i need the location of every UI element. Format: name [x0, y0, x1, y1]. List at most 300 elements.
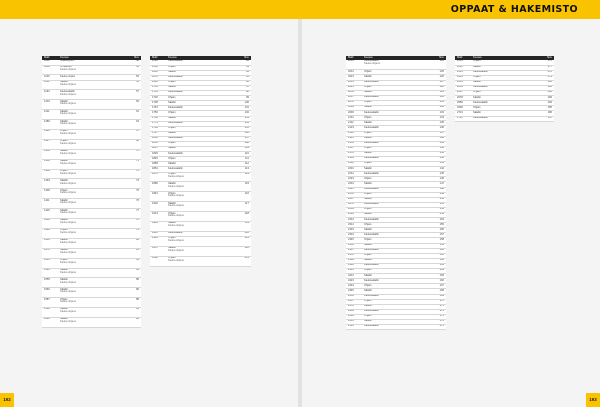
page-reference: 89 — [126, 308, 141, 318]
description-text: Säädin — [60, 248, 69, 252]
index-table-2 — [150, 56, 251, 267]
model-number: 2001 — [346, 60, 362, 70]
page-reference: 152 — [431, 207, 446, 212]
model-number: 2423 — [346, 279, 362, 284]
page-reference: 102 — [236, 111, 251, 116]
page-reference: 64 — [126, 120, 141, 130]
model-number: 2667 — [455, 91, 471, 96]
description-text: Säädin — [364, 136, 373, 139]
model-number: 2134 — [346, 131, 362, 136]
description-text: Ohjain — [168, 172, 176, 175]
description-text: Ohjain — [473, 75, 481, 79]
model-number: 1380 — [42, 169, 58, 179]
description-subtext: Kauko-ohjaus — [60, 181, 76, 185]
page-reference: 93 — [236, 65, 251, 70]
page-reference: 172 — [431, 309, 446, 314]
description-subtext: Kauko-ohjaus — [60, 191, 76, 195]
description-text: Ohjain — [364, 283, 372, 287]
model-number: 2312 — [346, 223, 362, 228]
description-text: Säädin — [473, 110, 482, 114]
page-reference: 78 — [126, 219, 141, 229]
description-text: Kaukosäädin — [364, 202, 379, 206]
description-text: Kaukosäädin — [168, 151, 183, 155]
description-text: Kaukosäädin — [364, 171, 379, 175]
page-reference: 70 — [126, 149, 141, 159]
page-reference: 129 — [431, 90, 446, 95]
description-subtext: Kauko-ohjaus — [60, 92, 76, 96]
description-subtext: Kauko-ohjaus — [60, 161, 76, 165]
description-text: Ohjain — [168, 80, 176, 84]
model-number: 1121 — [42, 80, 58, 90]
table-row — [42, 90, 141, 100]
model-number: 1902 — [150, 202, 166, 212]
description-subtext: Kauko-ohjaus — [60, 300, 76, 304]
page-reference: 184 — [539, 101, 554, 106]
description-subtext: Kauko-ohjaus — [168, 214, 184, 218]
page-reference: 179 — [539, 75, 554, 80]
description-cell — [58, 149, 126, 159]
page-reference: 61 — [126, 110, 141, 120]
description-text: Ohjain — [168, 236, 176, 240]
model-number: 1280 — [42, 120, 58, 130]
page-reference: 135 — [431, 121, 446, 126]
description-text: Kaukosäädin — [364, 187, 379, 190]
description-text: Ohjain — [364, 115, 372, 119]
description-text: Säädin — [364, 273, 373, 277]
model-number: 2012 — [346, 70, 362, 75]
description-text: Säädin — [364, 304, 373, 308]
model-number: 1411 — [42, 199, 58, 209]
description-cell — [166, 246, 236, 256]
model-number: 1726 — [150, 96, 166, 101]
table-row — [42, 169, 141, 179]
page-reference: 134 — [431, 116, 446, 121]
description-text: Kaukosäädin — [364, 125, 379, 129]
description-text: Säädin — [473, 95, 482, 99]
description-text: Kaukosäädin — [364, 141, 379, 145]
model-number: 2201 — [346, 167, 362, 172]
page-reference: 185 — [539, 106, 554, 111]
description-cell — [58, 90, 126, 100]
model-number: 2023 — [346, 75, 362, 80]
page-reference: 83 — [126, 258, 141, 268]
model-number: 1599 — [42, 308, 58, 318]
description-subtext: Kauko-ohjaus — [60, 171, 76, 175]
description-text: Kaukosäädin — [473, 116, 488, 119]
model-number: 1784 — [150, 126, 166, 131]
model-number: 1690 — [150, 80, 166, 85]
page-reference: 74 — [126, 179, 141, 189]
table-row — [42, 248, 141, 258]
table-row — [42, 317, 141, 327]
model-number: 2045 — [346, 85, 362, 90]
page-reference: 92 — [236, 60, 251, 65]
page-reference: 159 — [431, 243, 446, 248]
model-number: 1714 — [150, 91, 166, 96]
table-row — [346, 60, 446, 70]
model-number: 2390 — [346, 263, 362, 268]
page-reference: 52 — [126, 65, 141, 75]
description-text: Kaukosäädin — [60, 89, 75, 93]
column-header-page: Sivu — [539, 56, 554, 60]
description-text: Säädin — [60, 317, 69, 321]
description-subtext: Kauko-ohjaus — [168, 249, 184, 252]
description-text: Säädin — [60, 307, 69, 311]
description-text: Ohjain — [364, 314, 372, 318]
description-text: Kaukosäädin — [168, 90, 183, 94]
table-row — [150, 202, 251, 212]
table-row — [346, 325, 446, 330]
page-reference: 168 — [431, 289, 446, 294]
description-text: Ohjain — [168, 141, 176, 145]
description-text: Säädin — [364, 288, 373, 292]
model-number: 2356 — [346, 243, 362, 248]
model-number: 2712 — [455, 116, 471, 121]
page-reference: 171 — [431, 304, 446, 309]
description-subtext: Kauko-ohjaus — [60, 231, 76, 235]
description-text: Kaukosäädin — [168, 231, 183, 235]
model-number: 2378 — [346, 253, 362, 258]
model-number: 1042 — [42, 60, 58, 65]
description-cell — [58, 120, 126, 130]
description-text: Säädin — [364, 243, 373, 246]
page-reference: 162 — [431, 258, 446, 263]
model-number: 2089 — [346, 106, 362, 111]
description-text: Ohjain — [60, 169, 68, 172]
column-header-description: Kuvaus — [362, 56, 431, 60]
column-header-page: Sivu — [236, 56, 251, 60]
model-number: 1880 — [150, 182, 166, 192]
description-cell — [58, 179, 126, 189]
model-number: 2167 — [346, 146, 362, 151]
table-row — [150, 182, 251, 192]
model-number: 1872 — [150, 172, 166, 182]
description-cell — [58, 65, 126, 75]
model-number: 1946 — [150, 237, 166, 247]
page-reference: 158 — [431, 238, 446, 243]
page-reference: 101 — [236, 106, 251, 111]
page-reference: 155 — [431, 223, 446, 228]
model-number: 1640 — [150, 60, 166, 65]
model-number: 2334 — [346, 233, 362, 238]
page-reference: 118 — [236, 212, 251, 222]
description-text: Kaukosäädin — [364, 156, 379, 160]
table-row — [42, 278, 141, 288]
page-reference: 85 — [126, 278, 141, 288]
column-header-model: Malli — [150, 56, 166, 60]
description-text: Ohjain — [364, 161, 372, 165]
model-number: 2189 — [346, 156, 362, 161]
table-row — [42, 65, 141, 75]
table-row — [150, 172, 251, 182]
page-reference: 141 — [431, 151, 446, 156]
model-number: 2078 — [346, 100, 362, 105]
page-reference: 111 — [236, 157, 251, 162]
index-table-3 — [346, 56, 446, 330]
page-reference: 123 — [236, 256, 251, 266]
table-row — [42, 199, 141, 209]
model-number: 2445 — [346, 289, 362, 294]
description-cell — [58, 268, 126, 278]
description-subtext: Kauko-ohjaus — [60, 82, 76, 86]
description-cell — [362, 325, 431, 330]
description-text: Säädin — [364, 258, 373, 262]
description-text: Säädin — [168, 246, 177, 250]
model-number: 1827 — [150, 147, 166, 152]
table-row — [150, 222, 251, 232]
page-reference: 142 — [431, 156, 446, 161]
table-row — [42, 308, 141, 318]
model-number: 1566 — [42, 288, 58, 298]
model-number: 1891 — [150, 192, 166, 202]
description-text: Kaukosäädin — [364, 278, 379, 282]
description-text: Ohjain — [364, 237, 372, 241]
model-number: 2056 — [346, 90, 362, 95]
description-text: Ohjain — [473, 105, 481, 109]
description-text: Kaukosäädin — [473, 85, 488, 89]
description-subtext: Kauko-ohjaus — [60, 122, 76, 126]
table-row — [42, 298, 141, 308]
description-cell — [166, 202, 236, 212]
description-subtext: Kauko-ohjaus — [60, 280, 76, 284]
column-header-description: Kuvaus — [471, 56, 539, 60]
description-text: Ohjain — [168, 191, 176, 195]
page-reference: 71 — [126, 159, 141, 169]
page-reference: 176 — [539, 60, 554, 65]
model-number: 2245 — [346, 187, 362, 192]
model-number: 2367 — [346, 248, 362, 253]
page-reference: 68 — [126, 139, 141, 149]
description-subtext: Kauko-ohjaus — [168, 194, 184, 198]
model-number: 2701 — [455, 111, 471, 116]
description-cell — [58, 298, 126, 308]
description-text: Säädin — [60, 238, 69, 242]
model-number: 1846 — [150, 157, 166, 162]
description-text: Kaukosäädin — [168, 105, 183, 109]
description-subtext: Kauko-ohjaus — [168, 174, 184, 178]
model-number: 2678 — [455, 96, 471, 101]
model-number: 1756 — [150, 111, 166, 116]
page-reference: 107 — [236, 136, 251, 141]
page-reference: 108 — [236, 142, 251, 147]
model-number: 1957 — [150, 246, 166, 256]
model-number: 2656 — [455, 85, 471, 90]
page-reference: 183 — [539, 96, 554, 101]
description-text: Kaukosäädin — [364, 324, 379, 328]
description-cell — [58, 317, 126, 327]
model-number: 1524 — [42, 268, 58, 278]
model-number: 2267 — [346, 197, 362, 202]
page-reference: 175 — [431, 325, 446, 330]
description-text: Ohjain — [60, 139, 68, 143]
page-reference: 167 — [431, 284, 446, 289]
description-text: Säädin — [168, 201, 177, 205]
model-number: 1768 — [150, 116, 166, 121]
description-cell — [471, 116, 539, 121]
page-reference: 178 — [539, 70, 554, 75]
table-row — [150, 212, 251, 222]
page-reference: 79 — [126, 228, 141, 238]
description-text: Kaukosäädin — [364, 263, 379, 267]
page-title: OPPAAT & HAKEMISTO — [450, 4, 578, 15]
description-text: Säädin — [364, 120, 373, 124]
page-reference: 99 — [236, 96, 251, 101]
description-text: Kaukosäädin — [364, 60, 379, 63]
model-number: 2689 — [455, 101, 471, 106]
model-number: 1430 — [42, 219, 58, 229]
model-number: 1461 — [42, 238, 58, 248]
description-text: Säädin — [60, 218, 69, 222]
page-number-right: 193 — [586, 393, 600, 407]
table-row — [42, 120, 141, 130]
page-reference: 181 — [539, 85, 554, 90]
description-cell — [58, 100, 126, 110]
column-header-page: Sivu — [126, 56, 141, 60]
model-number: 1100 — [42, 75, 58, 80]
description-text: Kaukosäädin — [364, 309, 379, 313]
index-table-4 — [455, 56, 554, 122]
description-cell — [58, 159, 126, 169]
page-reference: 136 — [431, 126, 446, 131]
page-reference: 115 — [236, 182, 251, 192]
page-reference: 60 — [126, 100, 141, 110]
model-number: 2501 — [346, 319, 362, 324]
column-header-page: Sivu — [431, 56, 446, 60]
table-row — [42, 288, 141, 298]
page-reference: 103 — [236, 116, 251, 121]
description-text: Kaukosäädin — [168, 121, 183, 125]
page-reference: 145 — [431, 172, 446, 177]
description-text: Ohjain — [364, 131, 372, 134]
model-number: 1935 — [150, 231, 166, 236]
page-number-left: 192 — [0, 393, 14, 407]
description-text: Säädin — [168, 100, 177, 104]
page-reference: 143 — [431, 162, 446, 167]
page-reference: 125 — [431, 70, 446, 75]
page-reference: 151 — [431, 202, 446, 207]
description-text: Säädin — [168, 70, 177, 74]
table-row — [150, 192, 251, 202]
page-reference: 94 — [236, 70, 251, 75]
model-number: 2290 — [346, 213, 362, 218]
model-number: 1327 — [42, 139, 58, 149]
description-cell — [58, 209, 126, 219]
page-reference: 77 — [126, 209, 141, 219]
column-header-model: Malli — [346, 56, 362, 60]
page-reference: 132 — [431, 106, 446, 111]
model-number: 2634 — [455, 75, 471, 80]
description-text: Säädin — [60, 99, 69, 103]
description-text: Ohjain — [364, 146, 372, 150]
description-text: Ohjain — [60, 297, 68, 301]
description-text: Säädin — [364, 166, 373, 170]
page-reference: 166 — [431, 279, 446, 284]
page-reference: 54 — [126, 75, 141, 80]
description-subtext: Kauko-ohjaus — [60, 270, 76, 274]
page-reference: 140 — [431, 146, 446, 151]
page-reference: 114 — [236, 172, 251, 182]
description-text: Säädin — [473, 80, 482, 84]
page-reference: 80 — [126, 238, 141, 248]
model-number: 2178 — [346, 151, 362, 156]
description-text: Kaukosäädin — [364, 217, 379, 221]
model-number: 1501 — [42, 258, 58, 268]
table-row — [150, 256, 251, 266]
model-number: 2467 — [346, 299, 362, 304]
description-subtext: Kauko-ohjaus — [60, 142, 76, 146]
table-row — [42, 110, 141, 120]
page-reference: 180 — [539, 80, 554, 85]
page-reference: 137 — [431, 131, 446, 136]
description-text: Ohjain — [364, 268, 372, 272]
description-cell — [58, 248, 126, 258]
page-reference: 182 — [539, 91, 554, 96]
description-cell — [166, 182, 236, 192]
page-reference: 147 — [431, 182, 446, 187]
table-row — [42, 268, 141, 278]
model-number: 1858 — [150, 162, 166, 167]
description-subtext: Kauko-ohjaus — [60, 67, 76, 71]
description-subtext: Kauko-ohjaus — [168, 224, 184, 228]
model-number: 1326 — [42, 130, 58, 140]
model-number: 2401 — [346, 269, 362, 274]
model-number: 1350 — [42, 149, 58, 159]
model-number: 2389 — [346, 258, 362, 263]
description-text: Säädin — [60, 208, 69, 212]
description-cell — [166, 172, 236, 182]
description-subtext: Kauko-ohjaus — [60, 132, 76, 136]
description-subtext: Kauko-ohjaus — [60, 290, 76, 294]
description-subtext: Kauko-ohjaus — [60, 310, 76, 314]
index-table-1 — [42, 56, 141, 328]
description-text: Säädin — [168, 146, 177, 150]
description-cell — [58, 129, 126, 143]
model-number: 2090 — [346, 111, 362, 116]
page-reference: 161 — [431, 253, 446, 258]
description-text: Kaukosäädin — [168, 166, 183, 170]
description-text: Ohjain — [473, 60, 481, 63]
description-text: Ohjain — [364, 85, 372, 89]
description-text: Kaukosäädin — [364, 248, 379, 252]
page-reference: 96 — [236, 80, 251, 85]
page-reference: 56 — [126, 80, 141, 90]
model-number: 1620 — [42, 317, 58, 327]
description-text: Säädin — [364, 90, 373, 94]
description-text: Kauko-ohjain — [60, 74, 76, 78]
model-number: 2490 — [346, 314, 362, 319]
description-cell — [362, 60, 431, 70]
description-text: Säädin — [60, 159, 69, 163]
description-text: Säädin — [364, 105, 373, 109]
model-number: 1210 — [42, 100, 58, 110]
page-reference: 48 — [126, 60, 141, 65]
model-number: 1864 — [150, 167, 166, 172]
page-reference: 130 — [431, 95, 446, 100]
description-text: Ohjain — [60, 258, 68, 261]
page-reference: 67 — [126, 130, 141, 140]
description-text: Säädin — [60, 119, 69, 123]
page-reference: 72 — [126, 169, 141, 179]
description-text: Kaukosäädin — [168, 75, 183, 79]
table-row — [42, 219, 141, 229]
description-text: Kaukosäädin — [364, 110, 379, 114]
model-number: 1652 — [150, 65, 166, 70]
description-text: Säädin — [364, 181, 373, 185]
page-reference: 165 — [431, 274, 446, 279]
description-text: Säädin — [60, 277, 69, 281]
model-number: 2412 — [346, 274, 362, 279]
page-reference: 173 — [431, 314, 446, 319]
